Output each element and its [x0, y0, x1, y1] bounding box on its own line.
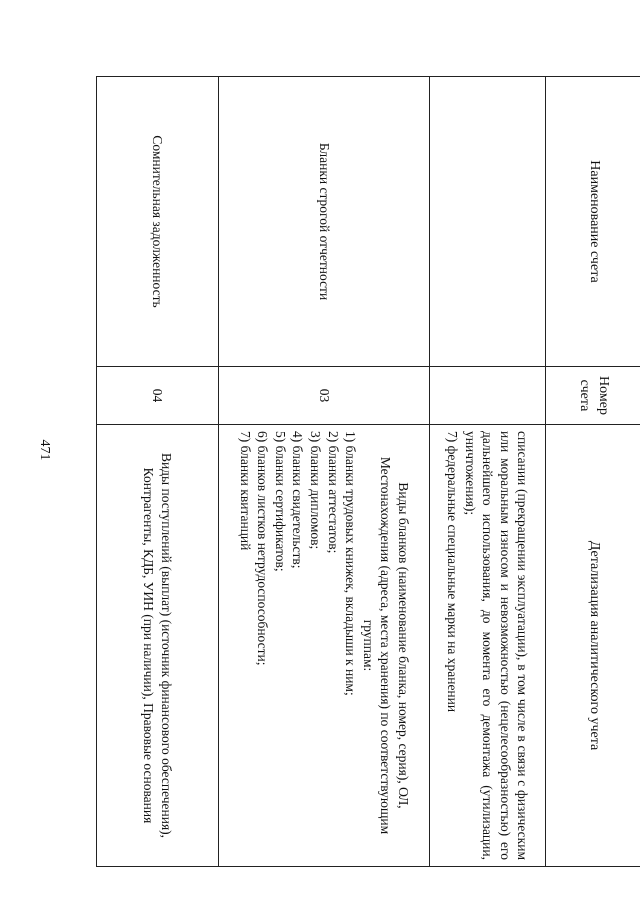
list-item: 3) бланки дипломов; [308, 431, 323, 550]
detail-cell [430, 425, 546, 867]
account-number-cell [430, 367, 546, 425]
rotated-page-content [97, 76, 640, 866]
account-name-cell: Бланки строгой отчетности [219, 77, 430, 367]
list-item: 2) бланки аттестатов; [325, 431, 341, 554]
detail-text: списании (прекращении эксплуатации), в том числе в связи с физическим или моральным износом и невозможностью (нецелесообразностью) его дальнейшего использования, до момента его демонтажа (утилизации, уничтожения); [462, 431, 531, 860]
header-analytic-detail: Детализация аналитического учета [546, 425, 640, 867]
list-item: 5) бланки сертификатов; [272, 431, 288, 572]
table-row [97, 77, 219, 867]
accounts-table [96, 76, 640, 867]
table-header-row [546, 77, 640, 867]
account-number-cell: 03 [219, 367, 430, 425]
account-name-cell: Сомнительная задолженность [97, 77, 219, 367]
detail-cell [219, 425, 430, 867]
blank-types-list [236, 431, 359, 860]
table-row [430, 77, 546, 867]
table-row [219, 77, 430, 867]
list-item: 7) бланки квитанций [237, 431, 253, 551]
account-name-cell [430, 77, 546, 367]
header-account-name: Наименование счета [546, 77, 640, 367]
list-item: 6) бланков листков нетрудоспособности; [255, 431, 271, 666]
header-account-number: Номер счета [546, 367, 640, 425]
account-number-cell: 04 [97, 367, 219, 425]
list-item: 4) бланки свидетельств; [290, 431, 306, 569]
detail-intro-text: Виды бланков (наименование бланка, номер, серия), ОЛ, Местонахождения (адреса, места хранения) по соответствующим группам: [360, 456, 411, 835]
detail-cell: Виды поступлений (выплат) (источник финансового обеспечения), Контрагенты, КДБ, УИН (при наличии), Правовые основания [97, 425, 219, 867]
list-item: 1) бланки трудовых книжек, вкладыши к ним; [343, 431, 359, 696]
page-number: 471 [37, 439, 52, 461]
detail-text: 7) федеральные специальные марки на хранении [445, 431, 461, 713]
